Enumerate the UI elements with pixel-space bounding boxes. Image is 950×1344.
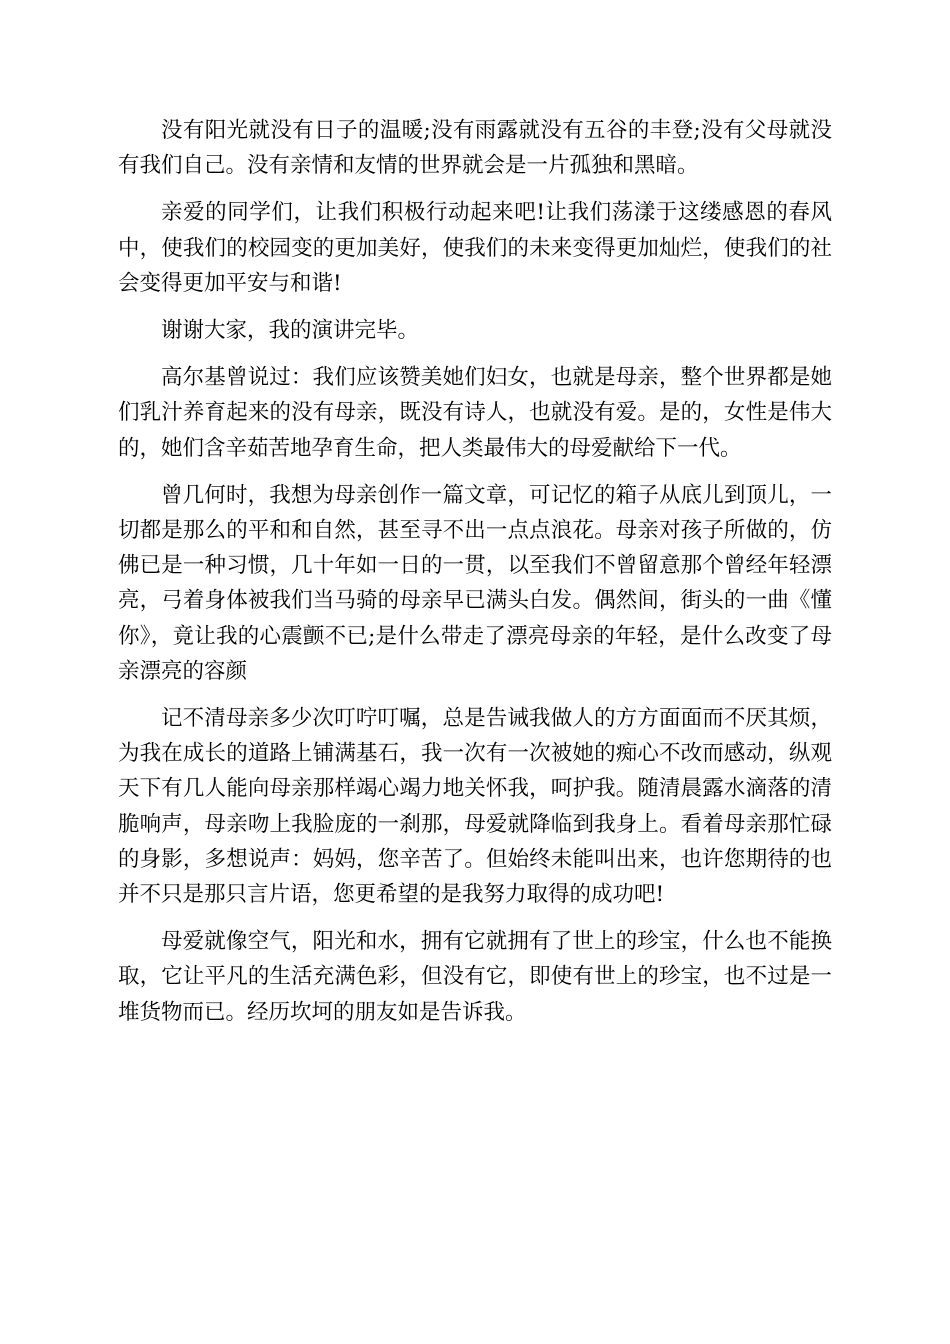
- document-body: [118, 113, 832, 1042]
- paragraph: 亲爱的同学们，让我们积极行动起来吧!让我们荡漾于这缕感恩的春风中，使我们的校园变的更加美好，使我们的未来变得更加灿烂，使我们的社会变得更加平安与和谐!: [118, 200, 832, 296]
- paragraph: 没有阳光就没有日子的温暖;没有雨露就没有五谷的丰登;没有父母就没有我们自己。没有亲情和友情的世界就会是一片孤独和黑暗。: [118, 118, 832, 179]
- paragraph: 记不清母亲多少次叮咛叮嘱，总是告诫我做人的方方面面而不厌其烦，为我在成长的道路上铺满基石，我一次有一次被她的痴心不改而感动，纵观天下有几人能向母亲那样竭心竭力地关怀我，呵护我。随清晨露水滴落的清脆响声，母亲吻上我脸庞的一刹那，母爱就降临到我身上。看着母亲那忙碌的身影，多想说声：妈妈，您辛苦了。但始终未能叫出来，也许您期待的也并不只是那只言片语，您更希望的是我努力取得的成功吧!: [118, 706, 832, 908]
- paragraph: 母爱就像空气，阳光和水，拥有它就拥有了世上的珍宝，什么也不能换取，它让平凡的生活充满色彩，但没有它，即使有世上的珍宝，也不过是一堆货物而已。经历坎坷的朋友如是告诉我。: [118, 929, 832, 1025]
- paragraph: 曾几何时，我想为母亲创作一篇文章，可记忆的箱子从底儿到顶儿，一切都是那么的平和和自然，甚至寻不出一点点浪花。母亲对孩子所做的，仿佛已是一种习惯，几十年如一日的一贯，以至我们不曾留意那个曾经年轻漂亮，弓着身体被我们当马骑的母亲早已满头白发。偶然间，街头的一曲《懂你》，竟让我的心震颤不已;是什么带走了漂亮母亲的年轻，是什么改变了母亲漂亮的容颜: [118, 482, 832, 684]
- paragraph: 高尔基曾说过：我们应该赞美她们妇女，也就是母亲，整个世界都是她们乳汁养育起来的没有母亲，既没有诗人，也就没有爱。是的，女性是伟大的，她们含辛茹苦地孕育生命，把人类最伟大的母爱献给下一代。: [118, 365, 832, 461]
- paragraph: 谢谢大家，我的演讲完毕。: [161, 318, 420, 344]
